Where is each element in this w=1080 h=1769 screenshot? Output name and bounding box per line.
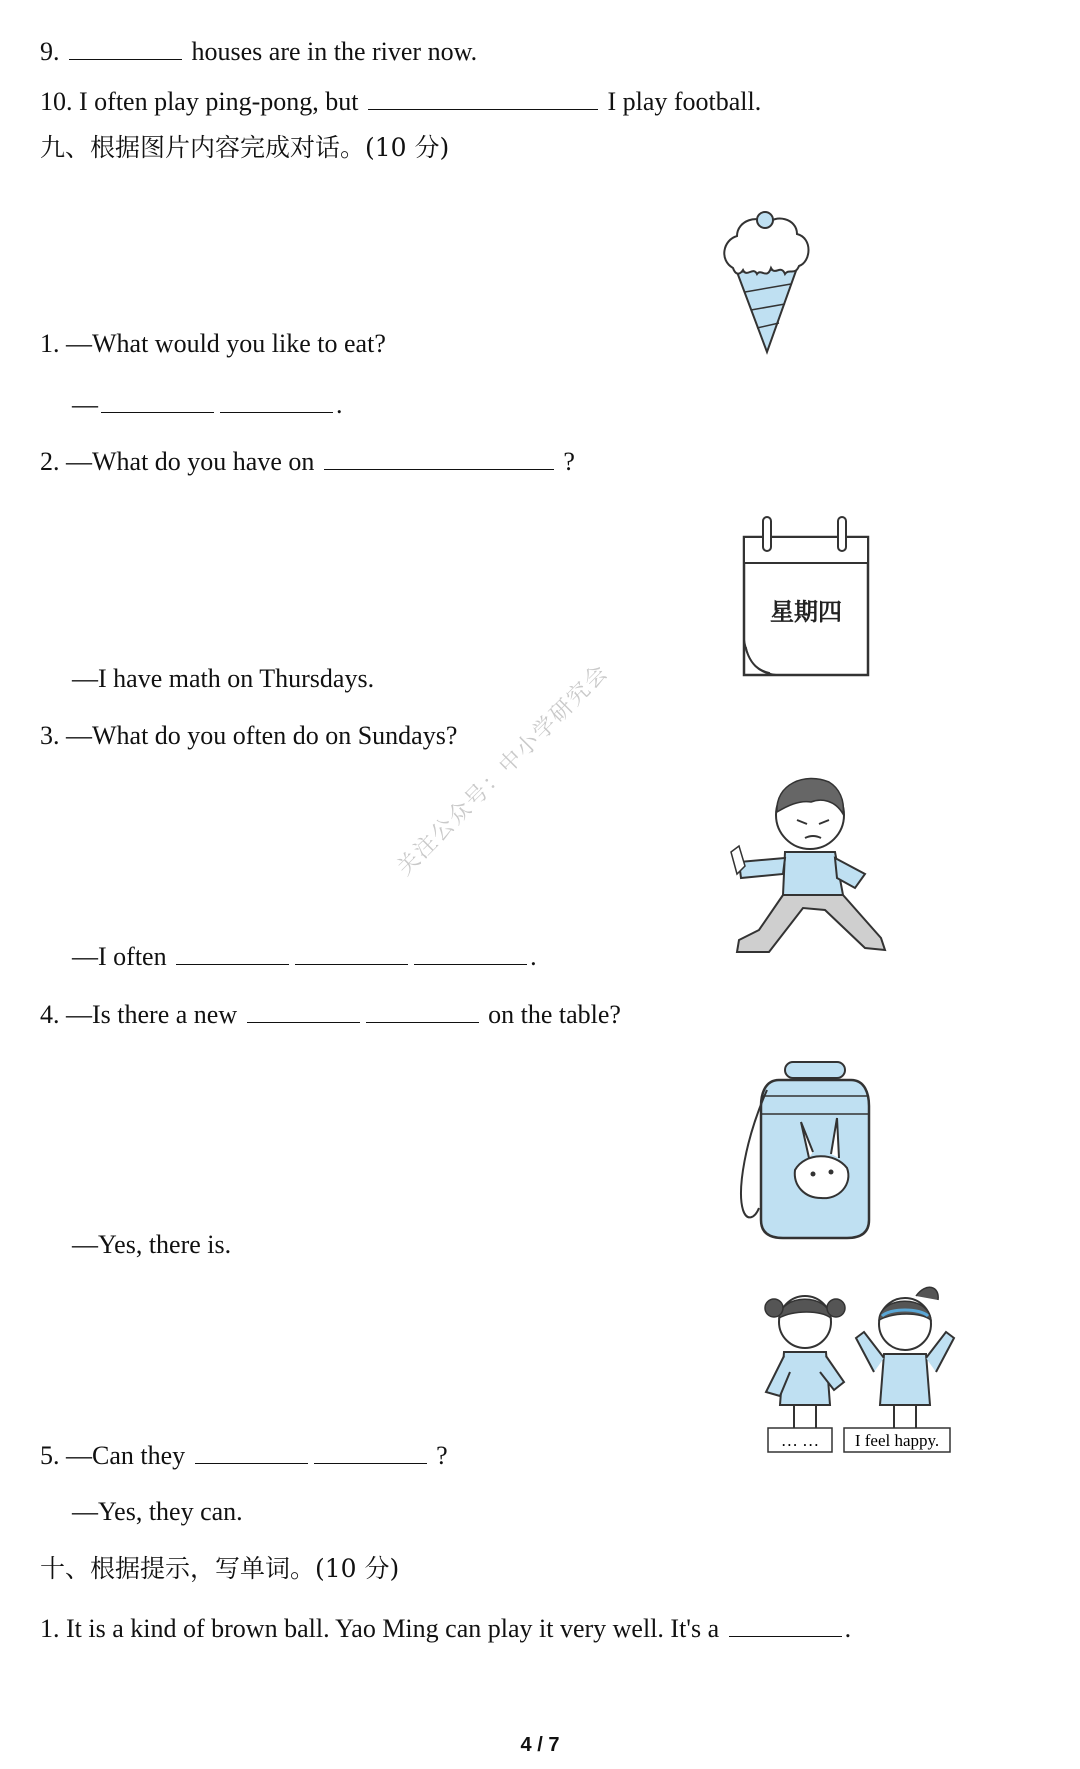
page-number: 4 / 7: [520, 1734, 560, 1756]
calendar-day-label: 星期四: [770, 598, 842, 626]
item-number: 9.: [40, 37, 60, 66]
left-sign-text: … …: [780, 1431, 820, 1450]
water-bottle-picture: [735, 1060, 875, 1240]
dialog-3-answer: [72, 942, 537, 970]
kung-fu-boy-picture: [725, 770, 905, 960]
dialog-2-question: [40, 447, 575, 475]
dialog-4-answer: —Yes, there is.: [72, 1230, 232, 1259]
answer-blank[interactable]: [101, 390, 214, 413]
answer-blank[interactable]: [295, 942, 408, 965]
dialog-4-question: [40, 1000, 621, 1028]
answer-blank[interactable]: [414, 942, 527, 965]
answer-blank[interactable]: [729, 1614, 842, 1637]
item-text: I play football.: [607, 87, 762, 116]
right-sign-text: I feel happy.: [854, 1431, 940, 1450]
answer-blank[interactable]: [247, 1000, 360, 1023]
calendar-picture: [740, 515, 875, 680]
item-10: [40, 87, 761, 115]
answer-blank[interactable]: [314, 1441, 427, 1464]
ice-cream-picture: [715, 210, 815, 355]
watermark: 关注公众号：中小学研究会: [392, 659, 614, 881]
dialog-3-question: 3. —What do you often do on Sundays?: [40, 721, 458, 750]
word-item-1: [40, 1614, 851, 1642]
answer-blank[interactable]: [195, 1441, 308, 1464]
dash: —: [72, 390, 98, 419]
dialog-1-question: 1. —What would you like to eat?: [40, 329, 386, 358]
answer-blank[interactable]: [69, 37, 182, 60]
two-girls-picture: [760, 1280, 960, 1455]
answer-text: —I often: [72, 942, 167, 971]
dialog-2-answer: —I have math on Thursdays.: [72, 664, 375, 693]
punctuation: .: [336, 390, 343, 419]
question-text: 2. —What do you have on: [40, 447, 315, 476]
item-text: 1. It is a kind of brown ball. Yao Ming can play it very well. It's a: [40, 1614, 720, 1643]
item-text: 10. I often play ping-pong, but: [40, 87, 359, 116]
punctuation: .: [844, 1614, 852, 1643]
item-9: [40, 37, 477, 65]
answer-blank[interactable]: [324, 447, 554, 470]
section-9-heading: 九、根据图片内容完成对话。(10 分): [40, 133, 450, 162]
question-text: on the table?: [488, 1000, 621, 1029]
answer-blank[interactable]: [220, 390, 333, 413]
dialog-1-answer: [72, 390, 343, 418]
answer-blank[interactable]: [366, 1000, 479, 1023]
punctuation: ?: [563, 447, 575, 476]
question-text: 5. —Can they: [40, 1441, 186, 1470]
answer-blank[interactable]: [368, 87, 598, 110]
question-text: 4. —Is there a new: [40, 1000, 238, 1029]
item-text: houses are in the river now.: [191, 37, 478, 66]
section-10-heading: 十、根据提示，写单词。(10 分): [40, 1554, 400, 1583]
punctuation: ?: [436, 1441, 448, 1470]
dialog-5-answer: —Yes, they can.: [72, 1497, 243, 1526]
punctuation: .: [530, 942, 537, 971]
dialog-5-question: [40, 1441, 448, 1469]
answer-blank[interactable]: [176, 942, 289, 965]
